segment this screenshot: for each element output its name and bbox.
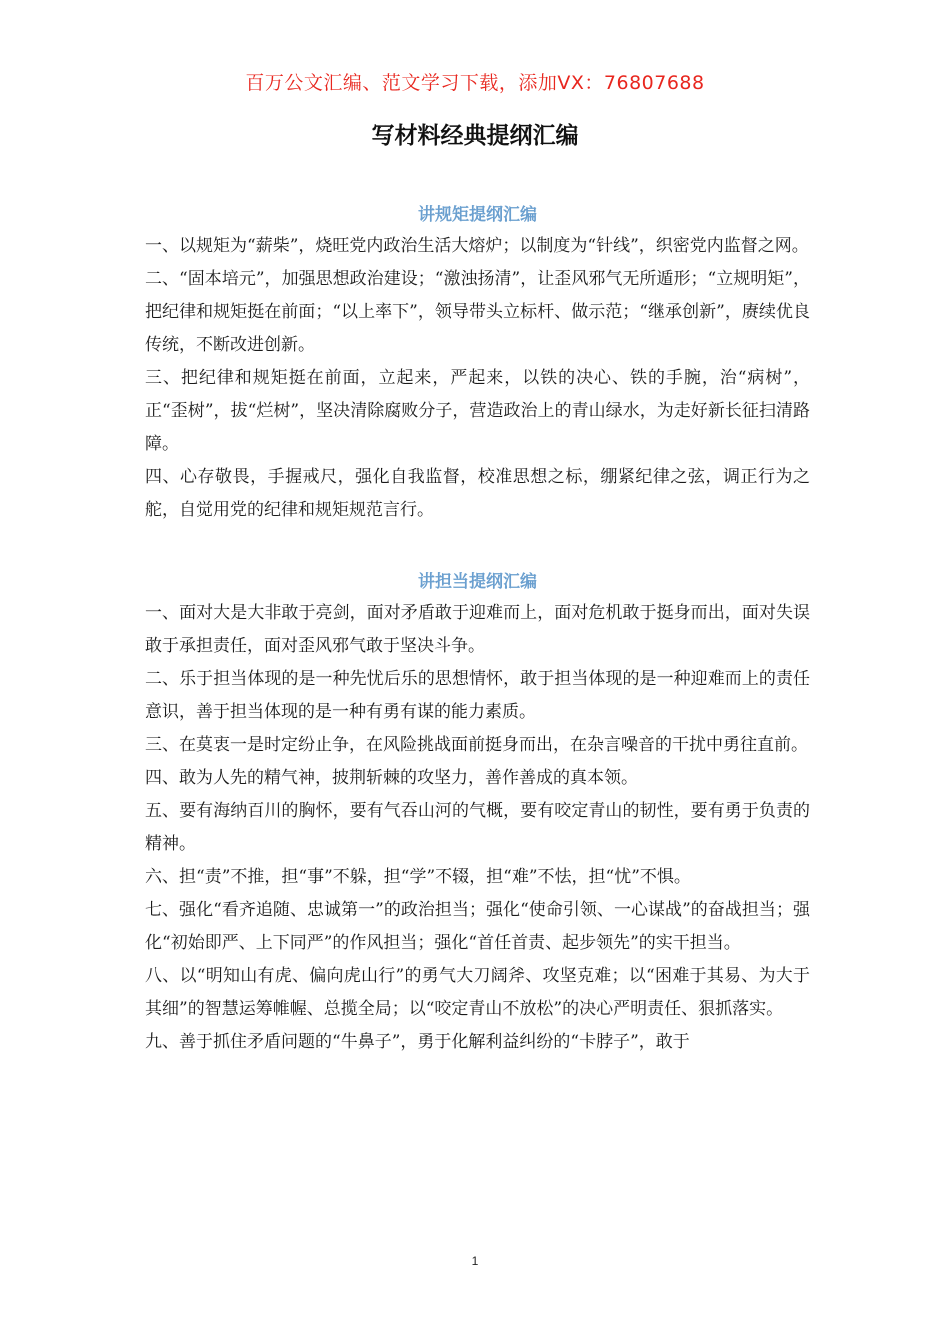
paragraph: 七、强化“看齐追随、忠诚第一”的政治担当；强化“使命引领、一心谋战”的奋战担当；强化“初始即严、上下同严”的作风担当；强化“首任首责、起步领先”的实干担当。	[145, 900, 810, 953]
paragraph: 四、心存敬畏，手握戒尺，强化自我监督，校准思想之标，绷紧纪律之弦，调正行为之舵，自觉用党的纪律和规矩规范言行。	[145, 467, 810, 520]
paragraph: 五、要有海纳百川的胸怀，要有气吞山河的气概，要有咬定青山的韧性，要有勇于负责的精神。	[145, 801, 810, 854]
section-rules	[145, 200, 810, 527]
section-heading: 讲规矩提纲汇编	[418, 205, 537, 225]
header-banner: 百万公文汇编、范文学习下载，添加VX：76807688	[245, 72, 705, 94]
paragraph: 四、敢为人先的精气神，披荆斩棘的攻坚力，善作善成的真本领。	[145, 768, 638, 788]
paragraph: 八、以“明知山有虎、偏向虎山行”的勇气大刀阔斧、攻坚克难；以“困难于其易、为大于其细”的智慧运筹帷幄、总揽全局；以“咬定青山不放松”的决心严明责任、狠抓落实。	[145, 966, 810, 1019]
paragraph: 三、把纪律和规矩挺在前面，立起来，严起来，以铁的决心、铁的手腕，治“病树”，正“歪树”，拔“烂树”，坚决清除腐败分子，营造政治上的青山绿水，为走好新长征扫清路障。	[145, 368, 810, 454]
paragraph: 九、善于抓住矛盾问题的“牛鼻子”，勇于化解利益纠纷的“卡脖子”，敢于	[145, 1032, 690, 1052]
section-heading: 讲担当提纲汇编	[418, 572, 537, 592]
paragraph: 一、面对大是大非敢于亮剑，面对矛盾敢于迎难而上，面对危机敢于挺身而出，面对失误敢于承担责任，面对歪风邪气敢于坚决斗争。	[145, 603, 810, 656]
section-divider	[145, 527, 810, 567]
section-responsibility	[145, 567, 810, 1059]
page-number: 1	[471, 1254, 479, 1268]
paragraph: 二、“固本培元”，加强思想政治建设；“激浊扬清”，让歪风邪气无所遁形；“立规明矩”，把纪律和规矩挺在前面；“以上率下”，领导带头立标杆、做示范；“继承创新”，赓续优良传统，不断改进创新。	[145, 269, 810, 355]
document-title: 写材料经典提纲汇编	[371, 122, 579, 149]
paragraph: 三、在莫衷一是时定纷止争，在风险挑战面前挺身而出，在杂言噪音的干扰中勇往直前。	[145, 735, 808, 755]
paragraph: 二、乐于担当体现的是一种先忧后乐的思想情怀，敢于担当体现的是一种迎难而上的责任意识，善于担当体现的是一种有勇有谋的能力素质。	[145, 669, 810, 722]
document-body	[145, 200, 810, 1059]
paragraph: 六、担“责”不推，担“事”不躲，担“学”不辍，担“难”不怯，担“忧”不惧。	[145, 867, 691, 887]
paragraph: 一、以规矩为“薪柴”，烧旺党内政治生活大熔炉；以制度为“针线”，织密党内监督之网。	[145, 236, 809, 256]
